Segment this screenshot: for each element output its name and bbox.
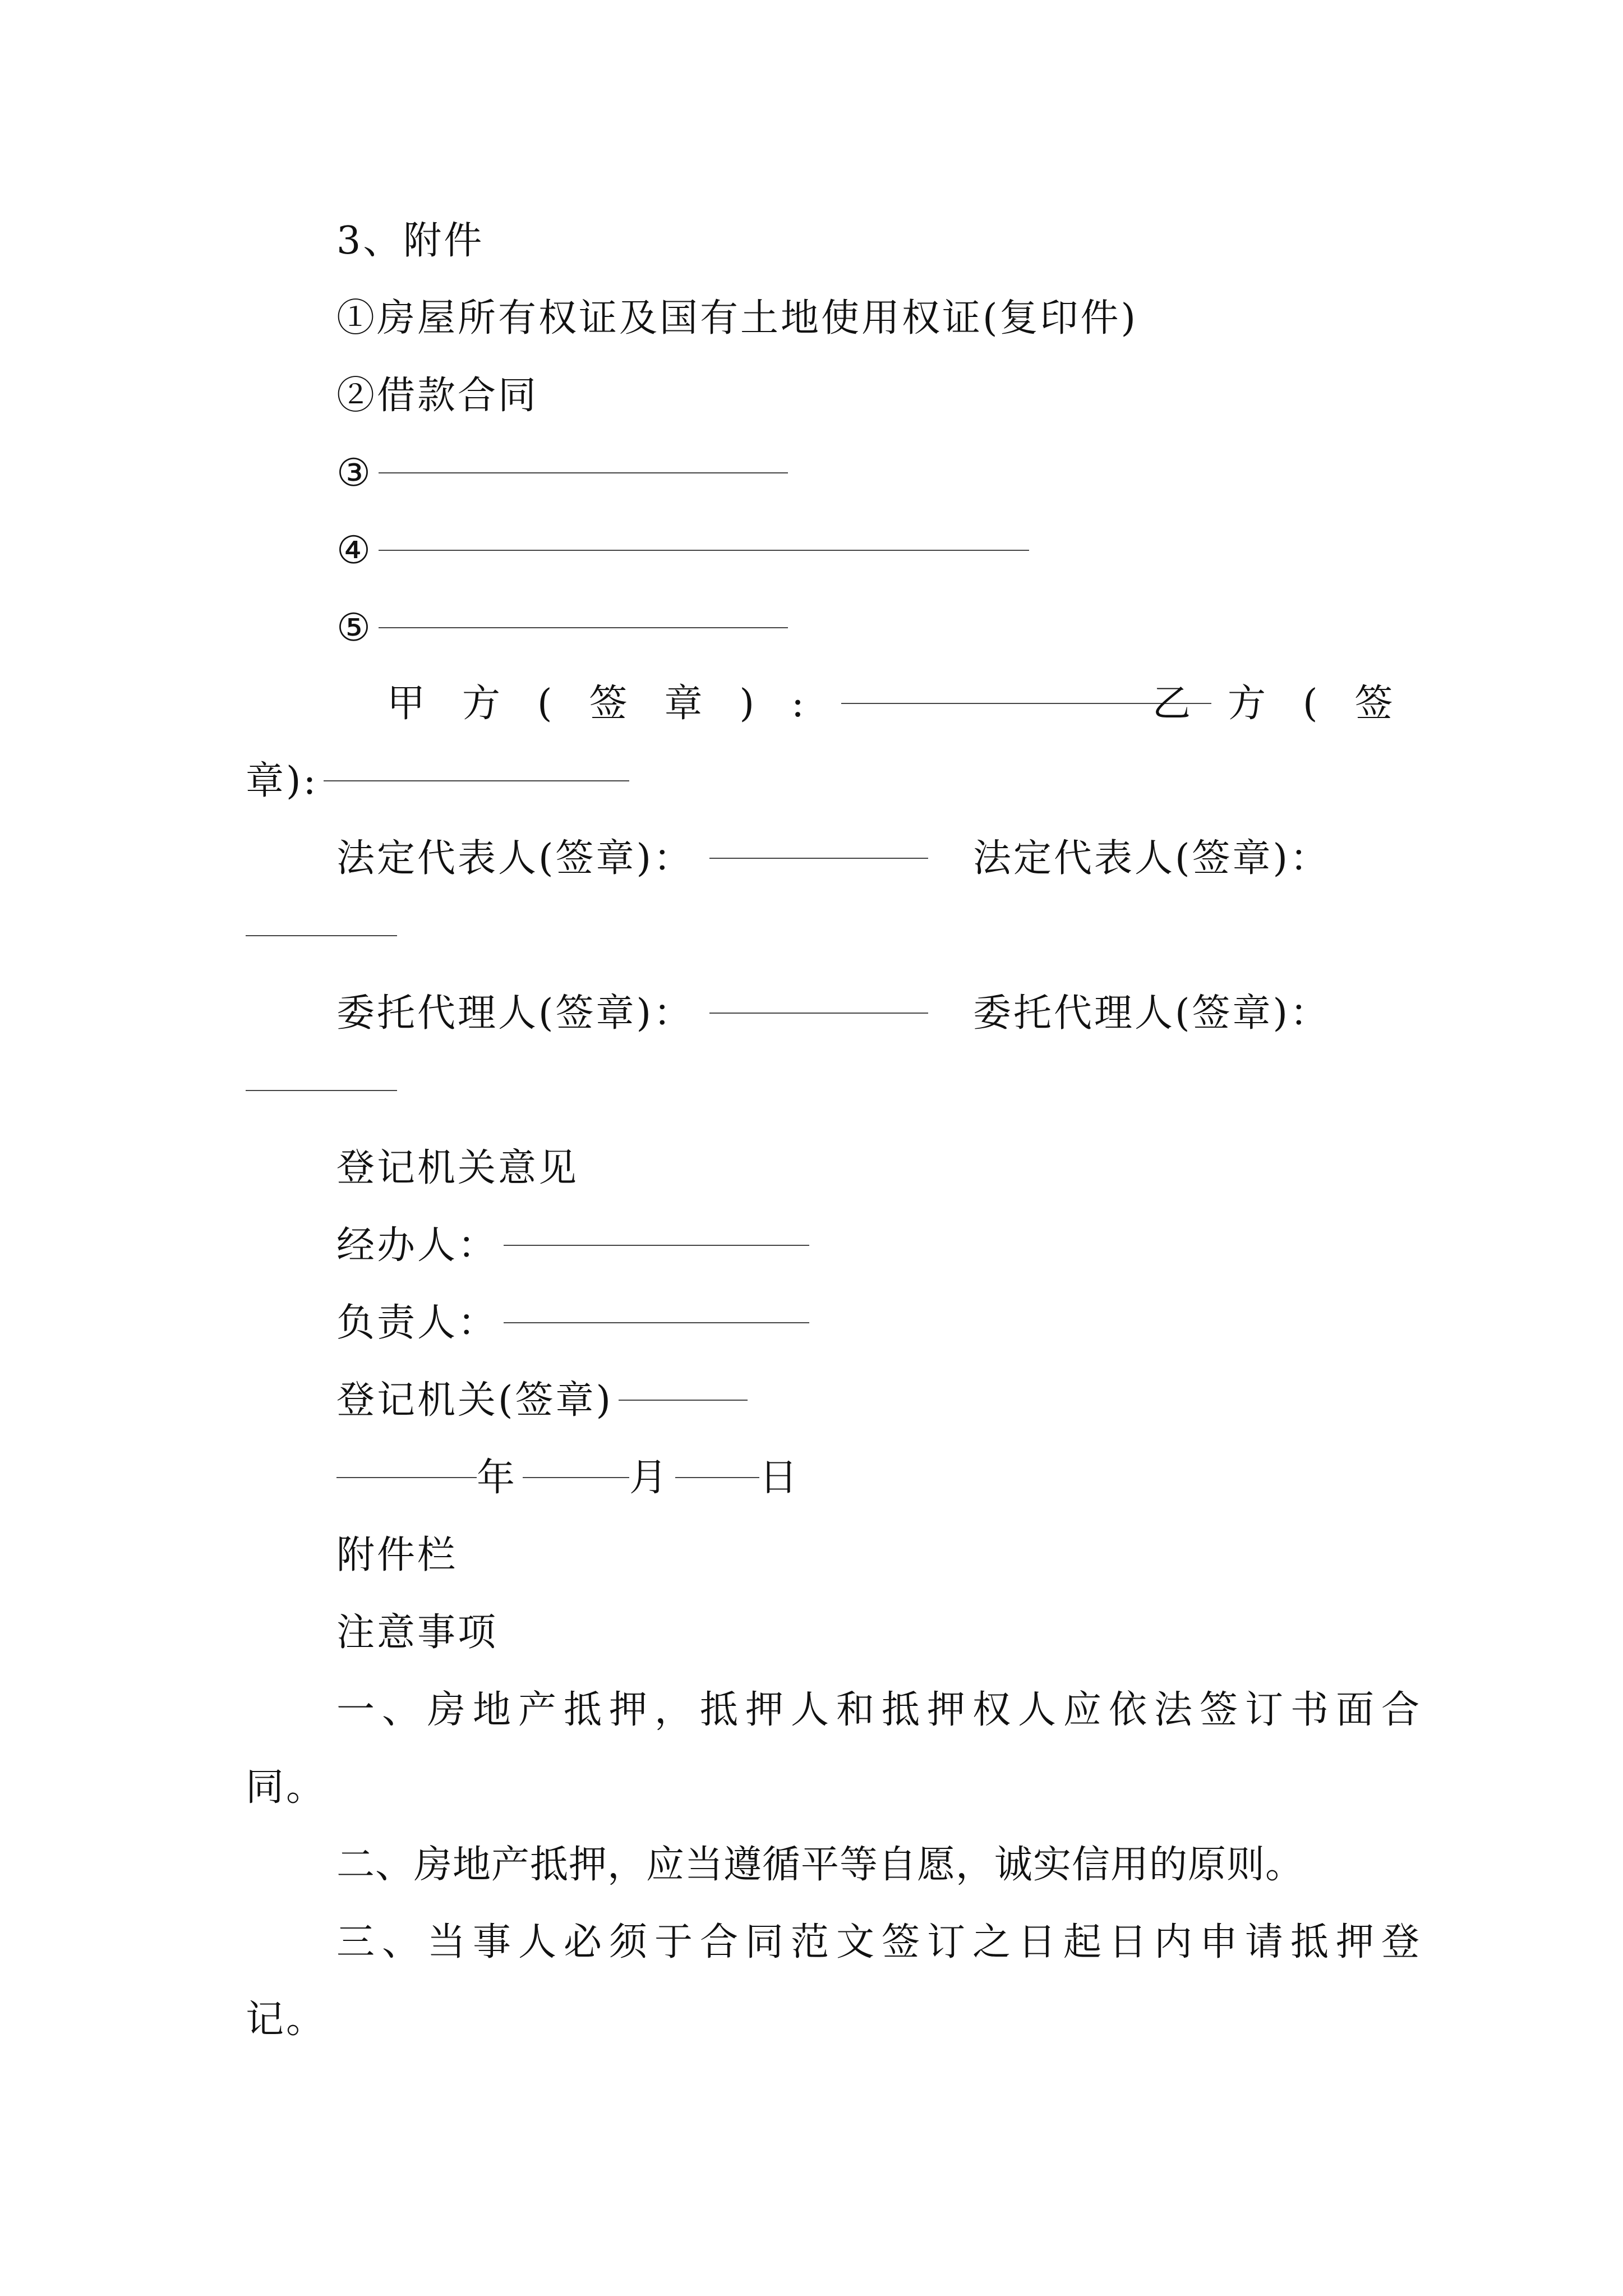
- month-label: 月: [629, 1456, 670, 1500]
- attachment-item-2-text: ②借款合同: [336, 374, 539, 418]
- legal-rep-b-signature: [973, 831, 1330, 887]
- attachment-column: [336, 1527, 458, 1584]
- agent-a-label: 委托代理人(签章)：: [336, 991, 694, 1036]
- party-a-signature: [387, 676, 1211, 732]
- attachment-item-4-blank: [379, 550, 1029, 551]
- note-3-text-part1: 三、当事人必须于合同范文签订之日起日内申请抵押登: [336, 1920, 1427, 1964]
- agent-a-blank: [709, 1013, 928, 1014]
- note-3: [336, 1915, 1427, 1971]
- party-b-label-part1: 乙方(签: [1152, 682, 1430, 726]
- day-label: 日: [759, 1456, 800, 1500]
- note-1: [336, 1682, 1427, 1738]
- attachment-item-1-text: ①房屋所有权证及国有土地使用权证(复印件): [336, 296, 1138, 341]
- registration-heading-text: 登记机关意见: [336, 1146, 579, 1190]
- authority-seal-field: [336, 1373, 748, 1429]
- attachment-item-3-label: ③: [336, 451, 373, 495]
- note-3-continuation: [246, 1992, 326, 2048]
- responsible-blank: [504, 1322, 809, 1323]
- handler-field: [336, 1218, 809, 1274]
- agent-b-signature: [973, 986, 1330, 1042]
- day-blank: [675, 1477, 759, 1478]
- attachment-column-text: 附件栏: [336, 1533, 458, 1577]
- notes-heading-text: 注意事项: [336, 1611, 499, 1655]
- note-1-text-part2: 同。: [246, 1765, 327, 1810]
- attachment-item-4: [336, 523, 1029, 579]
- handler-blank: [504, 1245, 809, 1246]
- note-3-text-part2: 记。: [246, 1998, 327, 2042]
- responsible-label: 负责人：: [336, 1301, 499, 1345]
- attachments-heading-text: 3、附件: [336, 219, 485, 263]
- handler-label: 经办人：: [336, 1223, 499, 1268]
- notes-heading: [336, 1605, 498, 1661]
- year-blank: [336, 1477, 477, 1478]
- agent-b-blank-line: [246, 1063, 397, 1119]
- party-b-signature-part1: [1152, 676, 1430, 732]
- attachment-item-5-blank: [379, 627, 788, 628]
- date-field: [336, 1450, 800, 1506]
- legal-rep-b-label: 法定代表人(签章)：: [973, 836, 1331, 881]
- attachment-item-4-label: ④: [336, 528, 373, 573]
- attachment-item-5: [336, 600, 788, 656]
- registration-heading: [336, 1140, 579, 1197]
- attachment-item-1: [336, 291, 1138, 347]
- agent-a-signature: [336, 986, 928, 1042]
- year-label: 年: [477, 1456, 518, 1500]
- party-a-label: 甲方(签章):: [387, 682, 841, 726]
- month-blank: [523, 1477, 629, 1478]
- attachments-heading: [336, 213, 484, 269]
- legal-rep-a-label: 法定代表人(签章)：: [336, 836, 694, 881]
- note-1-continuation: [246, 1760, 326, 1816]
- attachment-item-5-label: ⑤: [336, 606, 373, 650]
- legal-rep-a-blank: [709, 858, 928, 859]
- note-1-text-part1: 一、房地产抵押，抵押人和抵押权人应依法签订书面合: [336, 1688, 1427, 1732]
- party-b-label-part2: 章):: [246, 759, 319, 803]
- attachment-item-3: [336, 445, 788, 501]
- responsible-field: [336, 1295, 809, 1351]
- agent-b-blank: [246, 1090, 397, 1091]
- legal-rep-a-signature: [336, 831, 928, 887]
- legal-rep-b-blank: [246, 935, 397, 936]
- attachment-item-3-blank: [379, 472, 788, 473]
- party-b-signature-part2: [246, 753, 629, 809]
- note-2: [336, 1837, 1304, 1893]
- legal-rep-b-blank-line: [246, 908, 397, 964]
- attachment-item-2: [336, 368, 538, 424]
- party-b-blank: [324, 780, 629, 781]
- authority-seal-blank: [619, 1400, 748, 1401]
- agent-b-label: 委托代理人(签章)：: [973, 991, 1331, 1036]
- note-2-text: 二、房地产抵押，应当遵循平等自愿，诚实信用的原则。: [336, 1843, 1304, 1887]
- authority-seal-label: 登记机关(签章): [336, 1378, 614, 1423]
